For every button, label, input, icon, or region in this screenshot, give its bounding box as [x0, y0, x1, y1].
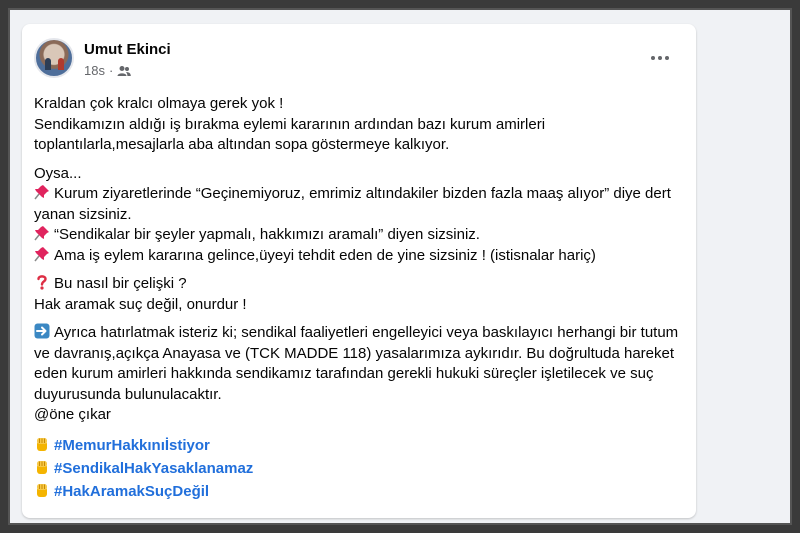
text-line: Oysa... [34, 164, 82, 182]
right-arrow-icon [34, 323, 50, 339]
hashtag-link[interactable]: #HakAramakSuçDeğil [54, 482, 210, 500]
hashtag-list [34, 434, 684, 503]
raised-fist-icon [34, 482, 50, 498]
paragraph-notice [34, 323, 684, 426]
text-line: Kraldan çok kralcı olmaya gerek yok ! [34, 95, 284, 112]
hashtag-link[interactable]: #MemurHakkınıİstiyor [54, 436, 210, 454]
friends-icon[interactable] [117, 65, 131, 77]
pin-text: “Sendikalar bir şeyler yapmalı, hakkımızı aramalı” diyen sizsiniz. [54, 226, 480, 243]
hashtag-row [34, 457, 684, 480]
paragraph-intro [34, 94, 684, 156]
pin-item [34, 246, 684, 267]
pin-text: Kurum ziyaretlerinde “Geçinemiyoruz, emrimiz altındakiler bizden fazla maaş alıyor” diye dert yanan sizsiniz. [34, 185, 671, 223]
question-mark-icon [34, 274, 50, 290]
paragraph-pins [34, 164, 684, 267]
paragraph-question [34, 274, 684, 315]
notice-line [34, 323, 684, 405]
hashtag-row [34, 480, 684, 503]
pushpin-icon [34, 184, 50, 200]
pin-text: Ama iş eylem kararına gelince,üyeyi tehdit eden de yine sizsiniz ! (istisnalar hariç) [54, 246, 596, 264]
post-header [34, 38, 684, 82]
hashtag-link[interactable]: #SendikalHakYasaklanamaz [54, 459, 254, 477]
post-meta [84, 63, 131, 78]
question-line [34, 274, 684, 295]
hashtag-row [34, 434, 684, 457]
pin-item [34, 225, 684, 246]
avatar[interactable] [34, 38, 74, 78]
pushpin-icon [34, 225, 50, 241]
author-name[interactable]: Umut Ekinci [84, 41, 171, 58]
post-time[interactable]: 18s [84, 63, 105, 78]
pushpin-icon [34, 246, 50, 262]
raised-fist-icon [34, 436, 50, 452]
meta-separator: · [108, 63, 114, 78]
post-card [22, 24, 696, 518]
question-text: Bu nasıl bir çelişki ? [54, 275, 187, 292]
text-line: Sendikamızın aldığı iş bırakma eylemi kararının ardından bazı kurum amirleri toplantılarla,mesajlarla aba altından sopa göstermeye kalkıyor. [34, 115, 546, 153]
notice-text: Ayrıca hatırlatmak isteriz ki; sendikal faaliyetleri engelleyici veya baskılayıcı herhangi bir tutum ve davranış,açıkça Anayasa ve (TCK MADDE 118) yasalarımıza aykırıdır. Bu doğrultuda hareket eden kurum amirleri hakkında sendikamız tarafından gerekli hukuki süreçler işletilecek ve suç duyurusunda bulunulacaktır. [34, 324, 679, 403]
text-line: Hak aramak suç değil, onurdur ! [34, 295, 247, 313]
more-options-button[interactable] [644, 42, 676, 74]
raised-fist-icon [34, 459, 50, 475]
pin-item [34, 184, 684, 225]
post-body [34, 94, 684, 511]
mention-text[interactable]: @öne çıkar [34, 406, 111, 423]
